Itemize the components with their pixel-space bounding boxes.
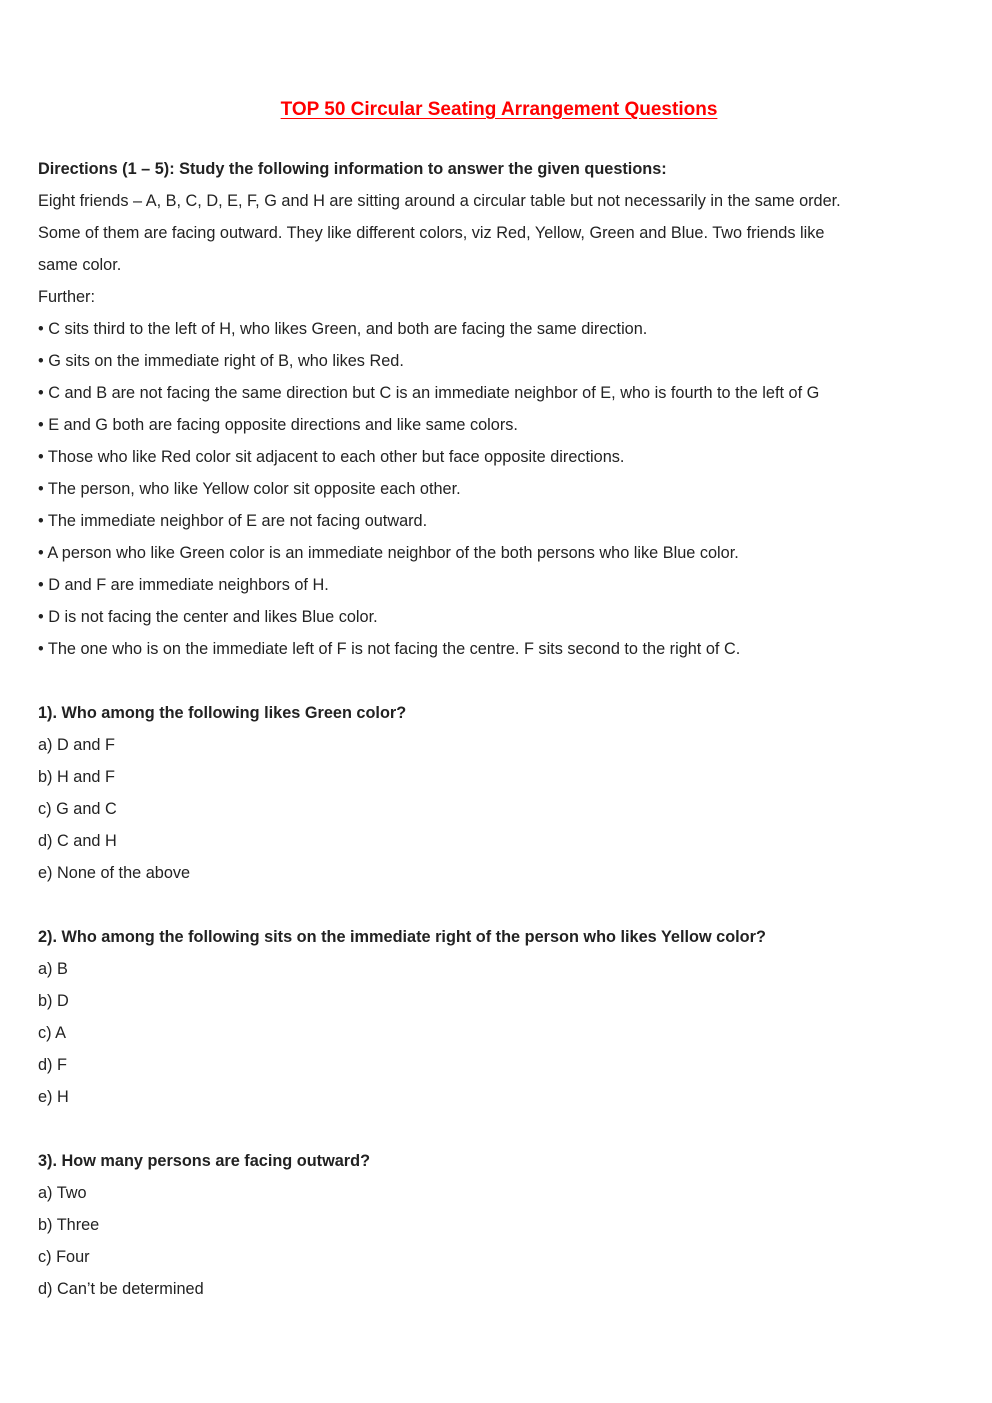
directions-intro-line: Eight friends – A, B, C, D, E, F, G and H are sitting around a circular table but not necessarily in the same order. bbox=[38, 192, 841, 210]
section-spacer bbox=[38, 1113, 968, 1145]
condition-bullet: • The one who is on the immediate left of F is not facing the centre. F sits second to the right of C. bbox=[38, 640, 741, 658]
condition-bullet: • D and F are immediate neighbors of H. bbox=[38, 576, 329, 594]
question-1-option-b: b) H and F bbox=[38, 768, 115, 786]
question-1-text: 1). Who among the following likes Green color? bbox=[38, 704, 407, 722]
question-1-option-e: e) None of the above bbox=[38, 864, 191, 882]
question-2-option-e: e) H bbox=[38, 1088, 69, 1106]
directions-intro-line: Some of them are facing outward. They like different colors, viz Red, Yellow, Green and Blue. Two friends like bbox=[38, 224, 825, 242]
question-3-text: 3). How many persons are facing outward? bbox=[38, 1152, 371, 1170]
condition-bullet: • E and G both are facing opposite directions and like same colors. bbox=[38, 416, 518, 434]
condition-bullet: • C sits third to the left of H, who likes Green, and both are facing the same direction. bbox=[38, 320, 648, 338]
condition-bullet: • The immediate neighbor of E are not facing outward. bbox=[38, 512, 428, 530]
question-2-option-b: b) D bbox=[38, 992, 69, 1010]
question-3-option-b: b) Three bbox=[38, 1216, 100, 1234]
question-1-option-d: d) C and H bbox=[38, 832, 117, 850]
question-2-option-d: d) F bbox=[38, 1056, 67, 1074]
section-spacer bbox=[38, 665, 968, 697]
condition-bullet: • The person, who like Yellow color sit opposite each other. bbox=[38, 480, 461, 498]
question-2-option-a: a) B bbox=[38, 960, 68, 978]
question-2-option-c: c) A bbox=[38, 1024, 67, 1042]
question-1-option-a: a) D and F bbox=[38, 736, 115, 754]
document-title-text: TOP 50 Circular Seating Arrangement Questions bbox=[280, 99, 718, 120]
condition-bullet: • A person who like Green color is an immediate neighbor of the both persons who like Blue color. bbox=[38, 544, 739, 562]
condition-bullet: • C and B are not facing the same direction but C is an immediate neighbor of E, who is fourth to the left of G bbox=[38, 384, 820, 402]
document-content bbox=[38, 153, 968, 1305]
question-1-option-c: c) G and C bbox=[38, 800, 117, 818]
section-spacer bbox=[38, 889, 968, 921]
directions-intro-line: same color. bbox=[38, 256, 122, 274]
question-2-text: 2). Who among the following sits on the immediate right of the person who likes Yellow color? bbox=[38, 928, 766, 946]
question-3-option-c: c) Four bbox=[38, 1248, 90, 1266]
condition-bullet: • G sits on the immediate right of B, who likes Red. bbox=[38, 352, 404, 370]
condition-bullet: • D is not facing the center and likes Blue color. bbox=[38, 608, 378, 626]
question-3-option-d: d) Can’t be determined bbox=[38, 1280, 204, 1298]
question-3-option-a: a) Two bbox=[38, 1184, 87, 1202]
further-label: Further: bbox=[38, 288, 96, 306]
directions-heading: Directions (1 – 5): Study the following information to answer the given questions: bbox=[38, 160, 667, 178]
condition-bullet: • Those who like Red color sit adjacent to each other but face opposite directions. bbox=[38, 448, 625, 466]
document-title bbox=[0, 98, 992, 122]
